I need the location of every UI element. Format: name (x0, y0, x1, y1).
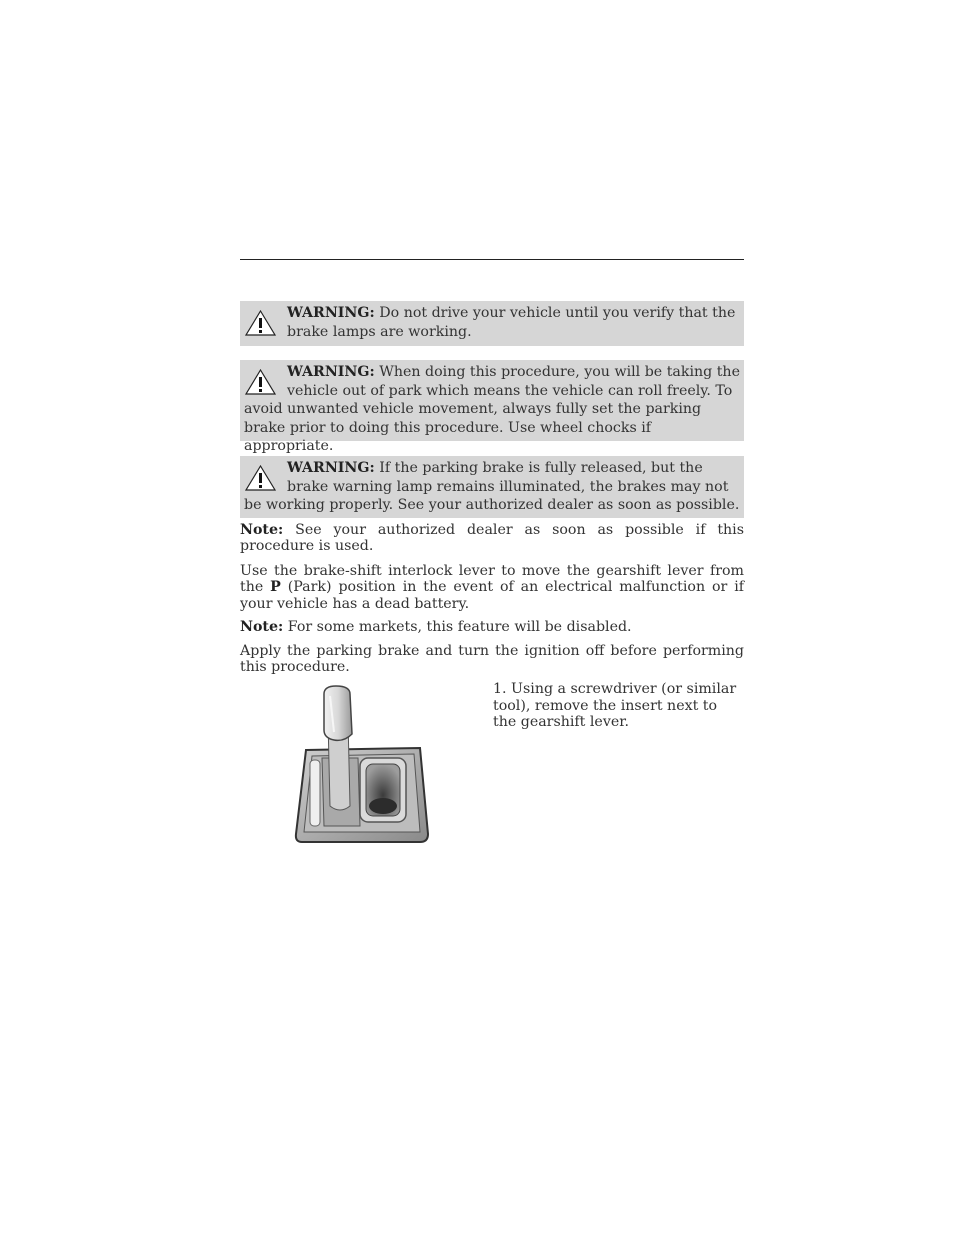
warning-label: WARNING: (287, 460, 375, 476)
note-markets (240, 619, 744, 635)
warning-text: If the parking brake is fully released, but the brake warning lamp remains illuminated, the brakes may not be working properly. See your authorized dealer as soon as possible. (244, 460, 740, 514)
step-1-text: 1. Using a screwdriver (or similar tool), remove the insert next to the gearshift lever. (493, 681, 737, 731)
warning-text: When doing this procedure, you will be taking the vehicle out of park which means the vehicle can roll freely. To avoid unwanted vehicle movement, always fully set the parking brake prior to doing this procedure. Use wheel chocks if appropriate. (244, 364, 740, 455)
warning-box-roll-freely (240, 360, 744, 455)
park-letter: P (270, 579, 281, 596)
warning-label: WARNING: (287, 364, 375, 380)
note-dealer (240, 522, 744, 555)
warning-box-parking-brake (240, 456, 744, 518)
header-rule (240, 259, 744, 260)
warning-label: WARNING: (287, 305, 375, 321)
note-text: For some markets, this feature will be disabled. (287, 619, 632, 635)
warning-icon (244, 368, 277, 396)
warning-box-brake-lamps (240, 301, 744, 346)
interlock-text-after: (Park) position in the event of an electrical malfunction or if your vehicle has a dead battery. (240, 579, 744, 612)
warning-icon (244, 464, 277, 492)
interlock-paragraph (240, 563, 744, 612)
note-label: Note: (240, 522, 284, 538)
note-label: Note: (240, 619, 284, 635)
apply-paragraph: Apply the parking brake and turn the ignition off before performing this procedure. (240, 643, 744, 676)
note-text: See your authorized dealer as soon as possible if this procedure is used. (240, 522, 744, 555)
warning-text: Do not drive your vehicle until you verify that the brake lamps are working. (287, 305, 736, 340)
gearshift-illustration (288, 684, 436, 846)
warning-icon (244, 309, 277, 337)
interlock-text-before: Use the brake-shift interlock lever to move the gearshift lever from the (240, 563, 744, 596)
